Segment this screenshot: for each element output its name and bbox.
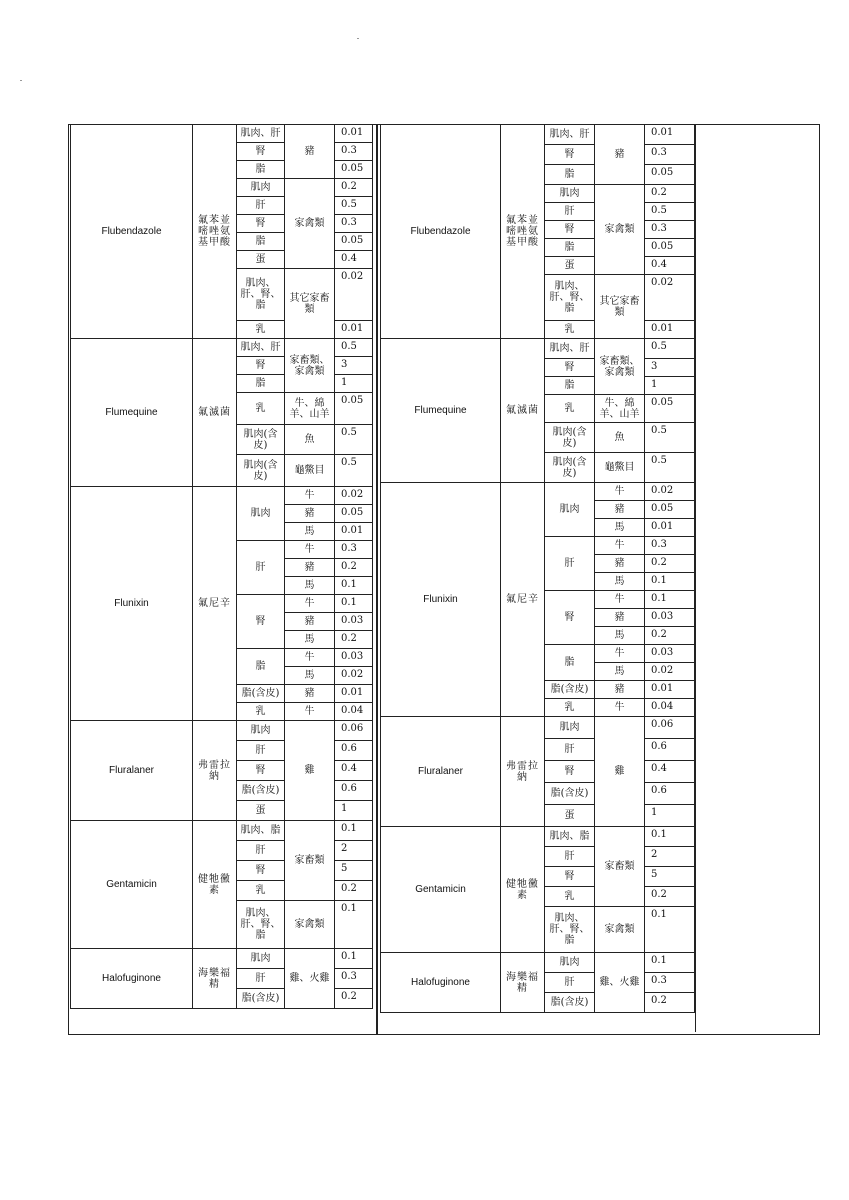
right-column [380, 124, 695, 1013]
tissue-cell: 肌肉 [545, 953, 595, 973]
tissue-cell: 乳 [545, 395, 595, 423]
tissue-cell: 肝 [237, 741, 285, 761]
tissue-cell: 肌肉 [237, 487, 285, 541]
tissue-cell: 肌肉、肝、腎、脂 [237, 901, 285, 949]
species-cell: 馬 [285, 523, 335, 541]
mrl-value: 0.5 [335, 339, 373, 357]
mrl-value: 3 [335, 357, 373, 375]
species-cell: 豬 [285, 559, 335, 577]
tissue-cell: 蛋 [237, 251, 285, 269]
species-cell: 家畜類、家禽類 [595, 339, 645, 395]
table-row [381, 483, 695, 501]
tissue-cell: 肌肉、肝、腎、脂 [545, 275, 595, 321]
drug-name-zh: 氟尼辛 [501, 483, 545, 717]
species-cell: 豬 [595, 609, 645, 627]
tissue-cell: 肌肉、肝、腎、脂 [545, 907, 595, 953]
drug-name-en: Flubendazole [71, 125, 193, 339]
drug-name-zh: 氟苯並嘧唑氨基甲酸 [193, 125, 237, 339]
tissue-cell: 肝 [545, 739, 595, 761]
mrl-value: 0.2 [335, 179, 373, 197]
species-cell: 牛 [595, 645, 645, 663]
mrl-value: 0.3 [335, 541, 373, 559]
tissue-cell: 肌肉、脂 [237, 821, 285, 841]
mrl-value: 0.6 [335, 741, 373, 761]
mrl-value: 0.03 [645, 645, 695, 663]
tissue-cell: 脂(含皮) [237, 781, 285, 801]
species-cell: 馬 [595, 519, 645, 537]
mrl-value: 0.3 [335, 143, 373, 161]
species-cell: 家禽類 [595, 185, 645, 275]
mrl-value: 0.1 [645, 573, 695, 591]
mrl-value: 0.1 [335, 577, 373, 595]
mrl-value: 0.3 [335, 969, 373, 989]
mrl-value: 0.01 [335, 125, 373, 143]
mrl-value: 0.5 [335, 197, 373, 215]
species-cell: 牛 [595, 699, 645, 717]
tissue-cell: 腎 [237, 357, 285, 375]
tissue-cell: 肌肉 [237, 949, 285, 969]
species-cell: 雞、火雞 [595, 953, 645, 1013]
mrl-value: 0.01 [645, 321, 695, 339]
table-row [381, 953, 695, 973]
mrl-value: 5 [645, 867, 695, 887]
mrl-value: 3 [645, 359, 695, 377]
mrl-value: 0.1 [645, 907, 695, 953]
species-cell: 豬 [595, 501, 645, 519]
tissue-cell: 脂 [545, 377, 595, 395]
tissue-cell: 肌肉 [545, 185, 595, 203]
mrl-value: 0.01 [645, 519, 695, 537]
species-cell: 家禽類 [285, 179, 335, 269]
tissue-cell: 脂 [545, 239, 595, 257]
mrl-value: 0.2 [335, 989, 373, 1009]
tissue-cell: 肌肉(含皮) [237, 425, 285, 455]
mrl-value: 0.01 [335, 523, 373, 541]
mrl-value: 0.02 [335, 667, 373, 685]
scan-speck [357, 38, 359, 39]
tissue-cell: 腎 [545, 591, 595, 645]
mrl-value: 0.6 [335, 781, 373, 801]
mrl-value: 0.05 [645, 165, 695, 185]
tissue-cell: 肌肉、肝 [545, 339, 595, 359]
tissue-cell: 蛋 [237, 801, 285, 821]
tissue-cell: 蛋 [545, 257, 595, 275]
mrl-value: 0.5 [645, 423, 695, 453]
tissue-cell: 脂(含皮) [545, 783, 595, 805]
tissue-cell: 脂 [237, 233, 285, 251]
tissue-cell: 乳 [545, 699, 595, 717]
mrl-value: 0.5 [645, 339, 695, 359]
drug-name-zh: 弗雷拉納 [501, 717, 545, 827]
scan-speck [20, 80, 22, 81]
tissue-cell: 脂 [237, 375, 285, 393]
species-cell: 龜鱉目 [285, 455, 335, 487]
mrl-value: 0.1 [645, 827, 695, 847]
species-cell: 雞 [595, 717, 645, 827]
mrl-value: 2 [335, 841, 373, 861]
species-cell: 牛、綿羊、山羊 [285, 393, 335, 425]
tissue-cell: 脂(含皮) [237, 989, 285, 1009]
tissue-cell: 肌肉 [237, 179, 285, 197]
species-cell: 馬 [595, 573, 645, 591]
tissue-cell: 肌肉、肝 [237, 339, 285, 357]
mrl-value: 0.03 [645, 609, 695, 627]
tissue-cell: 肌肉、肝 [545, 125, 595, 145]
mrl-value: 0.05 [335, 393, 373, 425]
tissue-cell: 乳 [545, 887, 595, 907]
mrl-value: 0.1 [335, 949, 373, 969]
species-cell: 豬 [595, 555, 645, 573]
tissue-cell: 肌肉 [545, 717, 595, 739]
tissue-cell: 肝 [545, 203, 595, 221]
drug-name-zh: 海樂福精 [501, 953, 545, 1013]
mrl-value: 0.5 [645, 453, 695, 483]
mrl-value: 0.5 [335, 425, 373, 455]
mrl-value: 0.1 [645, 953, 695, 973]
species-cell: 雞 [285, 721, 335, 821]
tissue-cell: 乳 [237, 393, 285, 425]
species-cell: 牛 [595, 483, 645, 501]
drug-name-en: Fluralaner [71, 721, 193, 821]
tissue-cell: 蛋 [545, 805, 595, 827]
mrl-value: 0.02 [335, 487, 373, 505]
species-cell: 雞、火雞 [285, 949, 335, 1009]
tissue-cell: 脂 [545, 165, 595, 185]
species-cell: 豬 [285, 613, 335, 631]
mrl-value: 1 [335, 801, 373, 821]
tissue-cell: 肌肉、肝、腎、脂 [237, 269, 285, 321]
tissue-cell: 腎 [237, 861, 285, 881]
species-cell: 家禽類 [285, 901, 335, 949]
table-row [381, 125, 695, 145]
tissue-cell: 乳 [237, 321, 285, 339]
species-cell: 豬 [595, 681, 645, 699]
table-row [71, 487, 373, 505]
tissue-cell: 肝 [545, 973, 595, 993]
mrl-value: 0.3 [645, 145, 695, 165]
tissue-cell: 脂 [237, 161, 285, 179]
drug-name-en: Halofuginone [71, 949, 193, 1009]
drug-name-zh: 弗雷拉納 [193, 721, 237, 821]
mrl-value: 0.4 [335, 251, 373, 269]
mrl-value: 0.04 [335, 703, 373, 721]
drug-name-en: Flubendazole [381, 125, 501, 339]
drug-name-en: Flumequine [381, 339, 501, 483]
table-row [381, 827, 695, 847]
mrl-value: 0.2 [645, 185, 695, 203]
drug-name-zh: 氟苯並嘧唑氨基甲酸 [501, 125, 545, 339]
mrl-value: 0.3 [645, 973, 695, 993]
table-row [71, 125, 373, 143]
drug-name-en: Fluralaner [381, 717, 501, 827]
mrl-value: 0.4 [645, 257, 695, 275]
tissue-cell: 肌肉 [237, 721, 285, 741]
drug-name-en: Gentamicin [381, 827, 501, 953]
mrl-value: 0.1 [645, 591, 695, 609]
tissue-cell: 脂 [237, 649, 285, 685]
mrl-value: 0.05 [645, 395, 695, 423]
tissue-cell: 脂(含皮) [237, 685, 285, 703]
mrl-value: 0.02 [335, 269, 373, 321]
species-cell: 家畜類 [595, 827, 645, 907]
species-cell: 家畜類、家禽類 [285, 339, 335, 393]
drug-name-zh: 氟尼辛 [193, 487, 237, 721]
table-row [71, 721, 373, 741]
mrl-value: 0.05 [335, 161, 373, 179]
table-row [71, 821, 373, 841]
tissue-cell: 腎 [545, 867, 595, 887]
mrl-value: 0.2 [335, 881, 373, 901]
tissue-cell: 腎 [545, 145, 595, 165]
tissue-cell: 肌肉(含皮) [237, 455, 285, 487]
table-row [71, 949, 373, 969]
tissue-cell: 脂(含皮) [545, 681, 595, 699]
species-cell: 豬 [595, 125, 645, 185]
mrl-value: 0.06 [645, 717, 695, 739]
species-cell: 牛 [595, 537, 645, 555]
species-cell: 牛 [595, 591, 645, 609]
species-cell: 牛、綿羊、山羊 [595, 395, 645, 423]
mrl-value: 1 [335, 375, 373, 393]
left-column [70, 124, 373, 1009]
mrl-value: 0.6 [645, 783, 695, 805]
drug-name-en: Flunixin [71, 487, 193, 721]
tissue-cell: 肌肉、脂 [545, 827, 595, 847]
drug-name-zh: 健牠黴素 [193, 821, 237, 949]
tissue-cell: 肝 [545, 537, 595, 591]
mrl-value: 0.03 [335, 649, 373, 667]
mrl-value: 0.05 [645, 501, 695, 519]
species-cell: 魚 [285, 425, 335, 455]
tissue-cell: 肝 [237, 541, 285, 595]
mrl-value: 0.01 [645, 681, 695, 699]
mrl-value: 0.01 [335, 685, 373, 703]
tissue-cell: 腎 [545, 221, 595, 239]
species-cell: 牛 [285, 595, 335, 613]
tissue-cell: 脂 [545, 645, 595, 681]
species-cell: 其它家畜類 [595, 275, 645, 339]
mrl-value: 0.04 [645, 699, 695, 717]
mrl-value: 5 [335, 861, 373, 881]
mrl-value: 0.2 [645, 555, 695, 573]
tissue-cell: 肝 [545, 847, 595, 867]
species-cell: 魚 [595, 423, 645, 453]
tissue-cell: 腎 [237, 761, 285, 781]
mrl-value: 0.3 [335, 215, 373, 233]
drug-name-zh: 氟滅菌 [501, 339, 545, 483]
drug-name-zh: 健牠黴素 [501, 827, 545, 953]
tissue-cell: 腎 [237, 215, 285, 233]
mrl-value: 0.1 [335, 595, 373, 613]
table-row [381, 717, 695, 739]
mrl-value: 0.5 [335, 455, 373, 487]
remarks-column [695, 124, 820, 1032]
tissue-cell: 肝 [237, 841, 285, 861]
species-cell: 馬 [285, 667, 335, 685]
column-divider [376, 124, 378, 1034]
mrl-value: 0.3 [645, 537, 695, 555]
mrl-value: 0.3 [645, 221, 695, 239]
mrl-value: 0.01 [645, 125, 695, 145]
mrl-value: 0.02 [645, 483, 695, 501]
species-cell: 馬 [595, 663, 645, 681]
mrl-value: 0.02 [645, 275, 695, 321]
tissue-cell: 腎 [545, 761, 595, 783]
species-cell: 馬 [285, 631, 335, 649]
mrl-value: 0.2 [645, 993, 695, 1013]
mrl-value: 0.4 [335, 761, 373, 781]
species-cell: 豬 [285, 685, 335, 703]
mrl-value: 0.05 [645, 239, 695, 257]
species-cell: 豬 [285, 505, 335, 523]
species-cell: 牛 [285, 541, 335, 559]
tissue-cell: 乳 [237, 881, 285, 901]
mrl-value: 0.1 [335, 821, 373, 841]
mrl-value: 0.05 [335, 233, 373, 251]
tissue-cell: 腎 [237, 595, 285, 649]
species-cell: 龜鱉目 [595, 453, 645, 483]
mrl-value: 0.05 [335, 505, 373, 523]
mrl-value: 0.5 [645, 203, 695, 221]
mrl-value: 2 [645, 847, 695, 867]
drug-name-en: Halofuginone [381, 953, 501, 1013]
mrl-value: 0.2 [335, 559, 373, 577]
tissue-cell: 肝 [237, 197, 285, 215]
tissue-cell: 肌肉(含皮) [545, 453, 595, 483]
drug-name-en: Flumequine [71, 339, 193, 487]
drug-table-left [70, 124, 373, 1009]
species-cell: 牛 [285, 649, 335, 667]
mrl-value: 1 [645, 805, 695, 827]
tissue-cell: 腎 [237, 143, 285, 161]
mrl-value: 0.2 [335, 631, 373, 649]
tissue-cell: 乳 [545, 321, 595, 339]
species-cell: 馬 [285, 577, 335, 595]
table-row [381, 339, 695, 359]
species-cell: 牛 [285, 703, 335, 721]
mrl-value: 0.1 [335, 901, 373, 949]
mrl-value: 0.2 [645, 627, 695, 645]
drug-table-right [380, 124, 695, 1013]
species-cell: 其它家畜類 [285, 269, 335, 339]
mrl-value: 0.6 [645, 739, 695, 761]
tissue-cell: 肝 [237, 969, 285, 989]
mrl-value: 0.02 [645, 663, 695, 681]
species-cell: 豬 [285, 125, 335, 179]
species-cell: 馬 [595, 627, 645, 645]
mrl-value: 0.01 [335, 321, 373, 339]
drug-name-zh: 氟滅菌 [193, 339, 237, 487]
tissue-cell: 肌肉、肝 [237, 125, 285, 143]
mrl-value: 0.2 [645, 887, 695, 907]
species-cell: 家畜類 [285, 821, 335, 901]
species-cell: 家禽類 [595, 907, 645, 953]
tissue-cell: 肌肉 [545, 483, 595, 537]
species-cell: 牛 [285, 487, 335, 505]
tissue-cell: 腎 [545, 359, 595, 377]
mrl-value: 0.03 [335, 613, 373, 631]
tissue-cell: 肌肉(含皮) [545, 423, 595, 453]
mrl-value: 0.06 [335, 721, 373, 741]
mrl-value: 0.4 [645, 761, 695, 783]
table-row [71, 339, 373, 357]
drug-name-zh: 海樂福精 [193, 949, 237, 1009]
drug-name-en: Flunixin [381, 483, 501, 717]
tissue-cell: 乳 [237, 703, 285, 721]
mrl-value: 1 [645, 377, 695, 395]
drug-name-en: Gentamicin [71, 821, 193, 949]
tissue-cell: 脂(含皮) [545, 993, 595, 1013]
